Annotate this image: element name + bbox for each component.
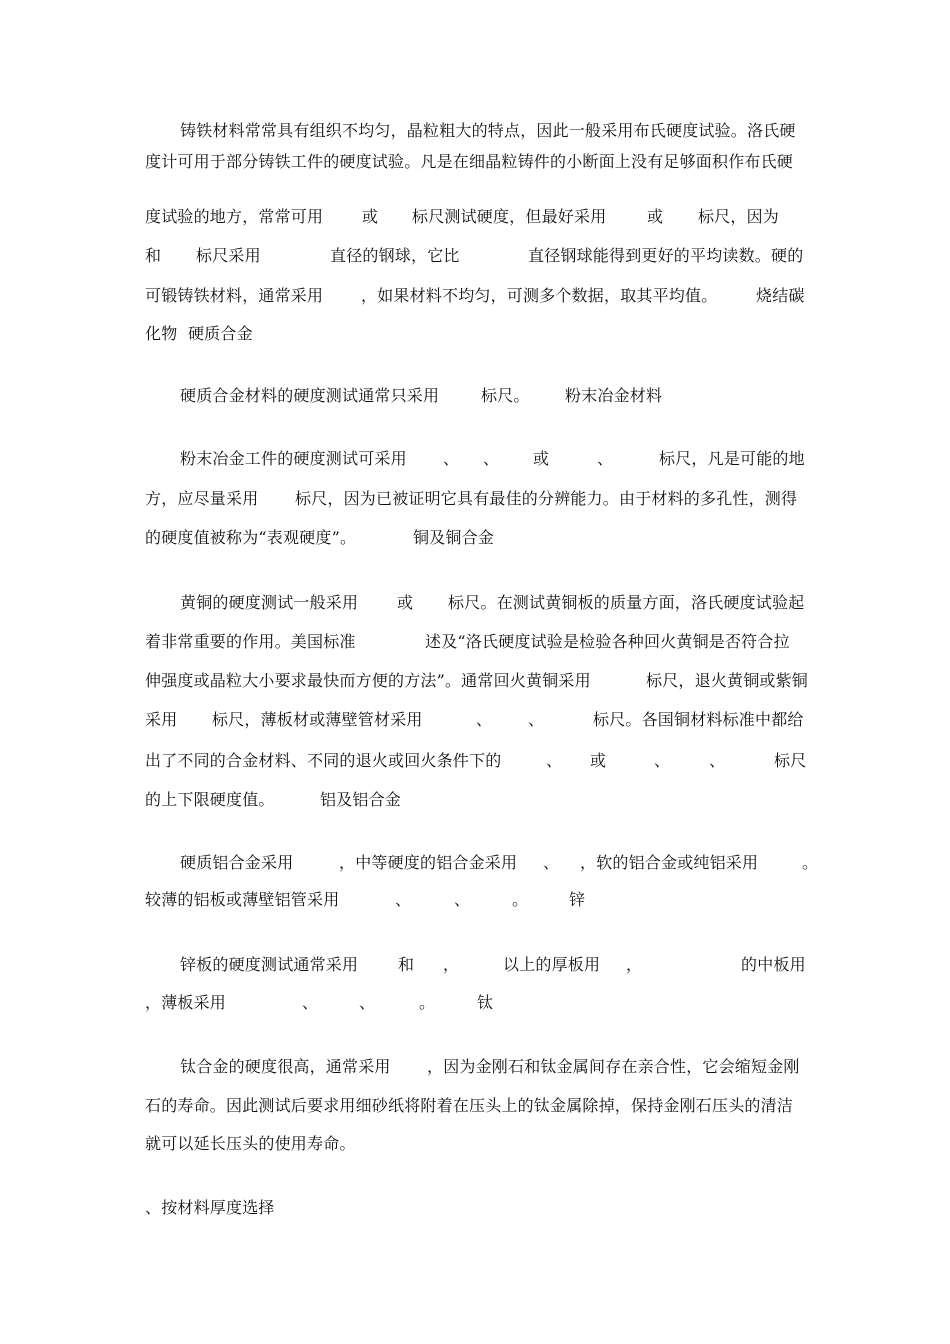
text-line: 烧结碳 — [756, 286, 805, 305]
text-line: 铸铁材料常常具有组织不均匀，晶粒粗大的特点，因此一般采用布氏硬度试验。洛氏硬 — [180, 121, 796, 140]
text-line: 锌板的硬度测试通常采用 — [180, 955, 359, 974]
text-line: ，如果材料不均匀，可测多个数据，取其平均值。 — [361, 286, 718, 305]
text-line: 和 — [145, 246, 162, 265]
text-line: 、 — [543, 853, 560, 872]
text-line: ， — [626, 955, 643, 974]
text-line: 或 — [533, 449, 550, 468]
text-line: 、 — [443, 449, 460, 468]
text-line: 或 — [362, 207, 379, 226]
text-line: 锌 — [569, 890, 586, 909]
text-line: ，中等硬度的铝合金采用 — [339, 853, 518, 872]
text-line: 就可以延长压头的使用寿命。 — [145, 1134, 356, 1153]
text-line: 述及“洛氏硬度试验是检验各种回火黄铜是否符合拉 — [425, 632, 790, 651]
text-line: 。 — [419, 993, 436, 1012]
text-line: 的上下限硬度值。 — [145, 790, 275, 809]
text-line: 着非常重要的作用。美国标准 — [145, 632, 356, 651]
text-line: 标尺，退火黄铜或紫铜 — [646, 671, 809, 690]
text-line: 、 — [597, 449, 614, 468]
text-line: 度计可用于部分铸铁工件的硬度试验。凡是在细晶粒铸件的小断面上没有足够面积作布氏硬 — [145, 152, 794, 171]
text-line: 。 — [802, 853, 819, 872]
text-line: ， — [443, 955, 460, 974]
text-line: 、 — [359, 993, 376, 1012]
text-line: 硬质铝合金采用 — [180, 853, 294, 872]
text-line: 粉末冶金材料 — [565, 386, 663, 405]
text-line: 标尺，因为已被证明它具有最佳的分辨能力。由于材料的多孔性，测得 — [295, 489, 798, 508]
text-line: 采用 — [145, 710, 178, 729]
text-line: 黄铜的硬度测试一般采用 — [180, 593, 359, 612]
text-line: 钛合金的硬度很高，通常采用 — [180, 1057, 391, 1076]
text-line: 直径的钢球，它比 — [330, 246, 460, 265]
text-line: 标尺测试硬度，但最好采用 — [412, 207, 607, 226]
text-line: 直径钢球能得到更好的平均读数。硬的 — [528, 246, 804, 265]
text-line: 铝及铝合金 — [320, 790, 402, 809]
text-line: 标尺。各国铜材料标准中都给 — [593, 710, 804, 729]
text-line: 出了不同的合金材料、不同的退火或回火条件下的 — [145, 751, 502, 770]
text-line: 石的寿命。因此测试后要求用细砂纸将附着在压头上的钛金属除掉，保持金刚石压头的清洁 — [145, 1096, 794, 1115]
text-line: 钛 — [477, 993, 494, 1012]
text-line: 、 — [476, 710, 493, 729]
text-line: 或 — [647, 207, 664, 226]
text-line: 可锻铸铁材料，通常采用 — [145, 286, 324, 305]
text-line: 方，应尽量采用 — [145, 489, 259, 508]
text-line: 标尺 — [774, 751, 807, 770]
text-line: 铜及铜合金 — [413, 528, 495, 547]
text-line: 、 — [709, 751, 726, 770]
text-line: 、按材料厚度选择 — [145, 1198, 275, 1217]
text-line: 、 — [528, 710, 545, 729]
text-line: 伸强度或晶粒大小要求最快而方便的方法”。通常回火黄铜采用 — [145, 671, 591, 690]
text-line: 标尺，薄板材或薄壁管材采用 — [212, 710, 423, 729]
text-line: 标尺采用 — [196, 246, 261, 265]
text-line: 或 — [590, 751, 607, 770]
text-line: ，软的铝合金或纯铝采用 — [580, 853, 759, 872]
text-line: 、 — [302, 993, 319, 1012]
text-line: 标尺。 — [481, 386, 530, 405]
text-line: 、 — [483, 449, 500, 468]
text-line: ，因为金刚石和钛金属间存在亲合性，它会缩短金刚 — [427, 1057, 800, 1076]
text-line: 和 — [398, 955, 415, 974]
text-line: 、 — [454, 890, 471, 909]
text-line: 较薄的铝板或薄壁铝管采用 — [145, 890, 340, 909]
text-line: 标尺。在测试黄铜板的质量方面，洛氏硬度试验起 — [448, 593, 805, 612]
text-line: 以上的厚板用 — [503, 955, 601, 974]
text-line: 的中板用 — [741, 955, 806, 974]
text-line: 、 — [546, 751, 563, 770]
text-line: 或 — [397, 593, 414, 612]
text-line: 标尺，因为 — [698, 207, 780, 226]
text-line: 。 — [512, 890, 529, 909]
text-line: 标尺，凡是可能的地 — [659, 449, 805, 468]
text-line: ，薄板采用 — [145, 993, 227, 1012]
text-line: 化物 硬质合金 — [145, 324, 253, 343]
text-line: 的硬度值被称为“表观硬度”。 — [145, 528, 357, 547]
text-line: 、 — [654, 751, 671, 770]
text-line: 度试验的地方，常常可用 — [145, 207, 324, 226]
text-line: 粉末冶金工件的硬度测试可采用 — [180, 449, 407, 468]
text-line: 、 — [395, 890, 412, 909]
text-line: 硬质合金材料的硬度测试通常只采用 — [180, 386, 440, 405]
